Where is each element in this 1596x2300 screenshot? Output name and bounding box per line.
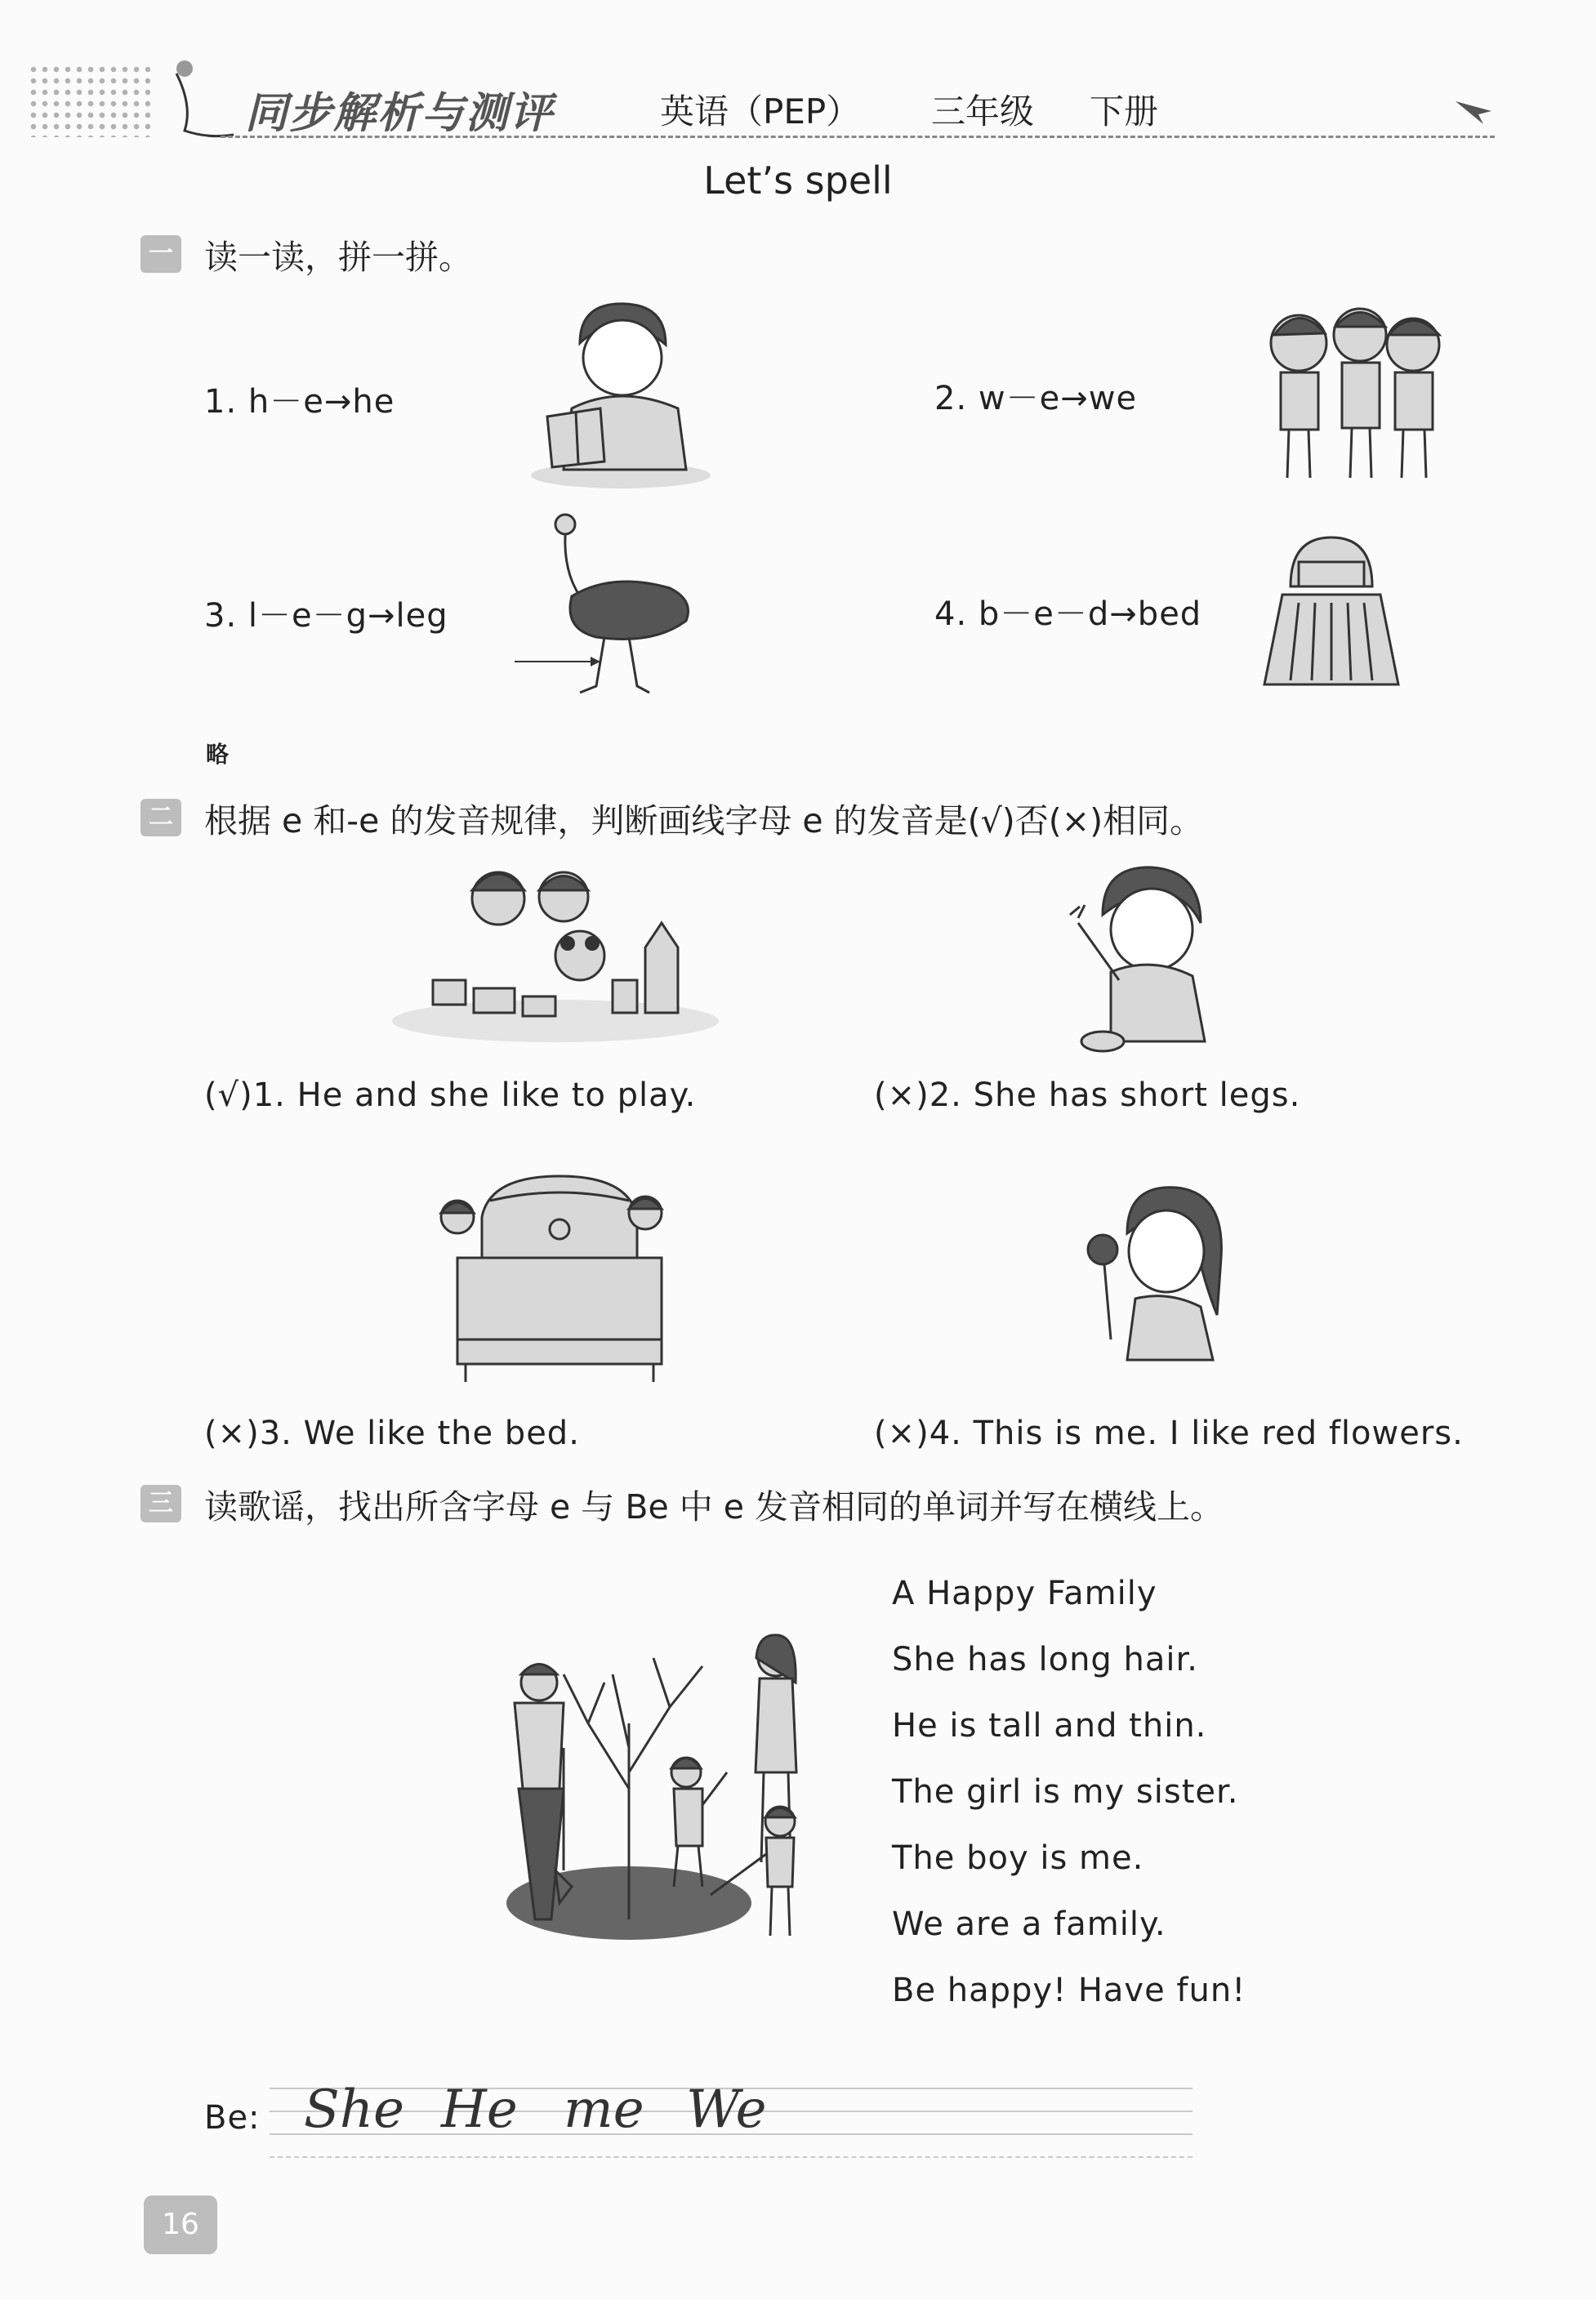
- part2-item-2: (×)2. She has short legs.: [874, 1076, 1301, 1114]
- page-number: 16: [144, 2195, 217, 2254]
- part1-badge: 一: [140, 235, 181, 273]
- children-playing-icon: [384, 858, 727, 1045]
- answer-word-1: She: [304, 2079, 404, 2140]
- answer-ruled-line-4: [270, 2156, 1193, 2158]
- header-volume: 下册: [1090, 91, 1159, 131]
- part2-mark-4: ×: [887, 1415, 916, 1452]
- poem-line-5: We are a family.: [892, 1906, 1166, 1943]
- part3-instruction: 读歌谣，找出所含字母 e 与 Be 中 e 发音相同的单词并写在横线上。: [204, 1487, 1224, 1527]
- poem-line-4: The boy is me.: [892, 1839, 1144, 1877]
- header-divider: [221, 136, 1495, 138]
- header-subject: 英语（PEP）: [660, 91, 861, 131]
- part2-item-1: (√)1. He and she like to play.: [204, 1076, 697, 1114]
- part3-badge: 三: [140, 1485, 181, 1522]
- part2-item-4: (×)4. This is me. I like red flowers.: [874, 1415, 1464, 1452]
- part1-item-4: 4. b－e－d→bed: [934, 595, 1202, 633]
- part1-item-2: 2. w－e→we: [934, 380, 1138, 417]
- bed-icon: [1258, 529, 1405, 693]
- answer-label: Be:: [204, 2099, 261, 2137]
- section-title: Let’s spell: [703, 158, 893, 203]
- poem-line-1: She has long hair.: [892, 1641, 1198, 1678]
- part1-answer: 略: [206, 741, 230, 768]
- part1-item-3: 3. l－e－g→leg: [204, 597, 448, 635]
- answer-word-3: me: [564, 2079, 644, 2140]
- answer-word-2: He: [441, 2079, 518, 2140]
- poem-line-2: He is tall and thin.: [892, 1707, 1207, 1745]
- header-brand: 同步解析与测评: [245, 89, 555, 138]
- part2-item-3: (×)3. We like the bed.: [204, 1415, 580, 1452]
- header-grade: 三年级: [931, 91, 1035, 131]
- header-logo-icon: [160, 57, 242, 147]
- poem-title: A Happy Family: [892, 1575, 1157, 1612]
- part2-badge: 二: [140, 799, 181, 836]
- answer-word-4: We: [686, 2079, 767, 2140]
- ostrich-icon: [506, 506, 702, 702]
- poem-line-3: The girl is my sister.: [892, 1773, 1239, 1811]
- girl-waving-icon: [1062, 858, 1225, 1054]
- part2-instruction: 根据 e 和-e 的发音规律，判断画线字母 e 的发音是(√)否(×)相同。: [204, 801, 1204, 840]
- girl-smelling-flower-icon: [1070, 1176, 1233, 1364]
- part2-mark-3: ×: [217, 1415, 247, 1452]
- bed-with-girls-icon: [433, 1168, 686, 1388]
- part2-mark-1: √: [217, 1076, 240, 1114]
- family-planting-tree-icon: [457, 1625, 817, 1968]
- header-dots-decoration: [28, 64, 150, 137]
- part1-item-1: 1. h－e→he: [204, 383, 395, 421]
- children-group-icon: [1258, 294, 1462, 490]
- part2-mark-2: ×: [887, 1076, 916, 1114]
- part1-instruction: 读一读，拼一拼。: [204, 238, 472, 277]
- poem-line-6: Be happy! Have fun!: [892, 1972, 1246, 2009]
- boy-reading-icon: [523, 294, 711, 490]
- header-arrow-icon: [1454, 96, 1495, 129]
